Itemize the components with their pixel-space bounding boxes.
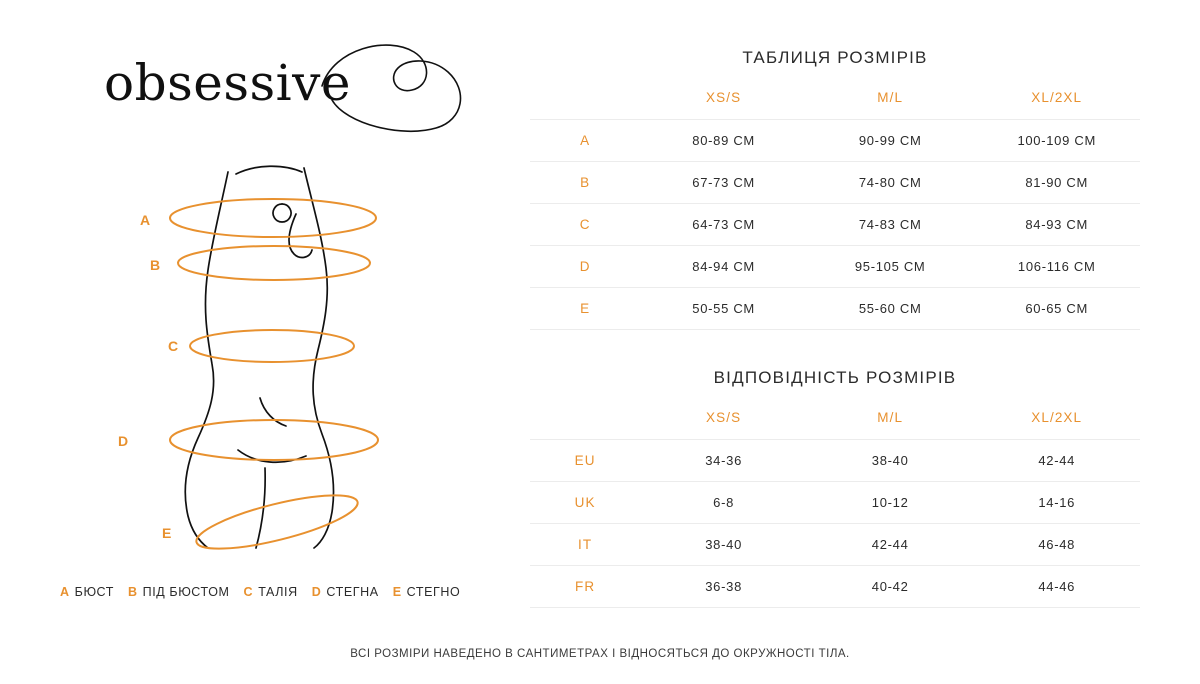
conversion-table: [530, 402, 1140, 608]
cell: 84-93 CM: [973, 204, 1140, 246]
legend-label: СТЕГНО: [406, 585, 461, 599]
tables-panel: [530, 0, 1200, 684]
sizes-table: [530, 82, 1140, 330]
cell: 46-48: [973, 524, 1140, 566]
cell: 50-55 CM: [640, 288, 807, 330]
legend-item: [312, 585, 379, 599]
column-header-m-l: M/L: [877, 410, 904, 425]
row-key: IT: [530, 524, 640, 566]
marker-a: A: [140, 212, 151, 228]
cell: 42-44: [807, 524, 974, 566]
marker-d: D: [118, 433, 129, 449]
row-key: E: [530, 288, 640, 330]
legend-item: [244, 585, 298, 599]
cell: 60-65 CM: [973, 288, 1140, 330]
row-key: C: [530, 204, 640, 246]
legend-key: D: [311, 585, 322, 599]
cell: 38-40: [807, 440, 974, 482]
legend-label: ПІД БЮСТОМ: [142, 585, 230, 599]
legend-label: БЮСТ: [74, 585, 114, 599]
cell: 106-116 CM: [973, 246, 1140, 288]
cell: 95-105 CM: [807, 246, 974, 288]
cell: 67-73 CM: [640, 162, 807, 204]
column-header-xl-2xl: XL/2XL: [1031, 90, 1083, 105]
sizes-table-title: ТАБЛИЦЯ РОЗМІРІВ: [742, 48, 928, 67]
legend-key: B: [127, 585, 138, 599]
legend-key: A: [60, 585, 70, 599]
column-header-m-l: M/L: [877, 90, 904, 105]
cell: 84-94 CM: [640, 246, 807, 288]
marker-e: E: [162, 525, 172, 541]
row-key: D: [530, 246, 640, 288]
table-row: [530, 204, 1140, 246]
column-header-xs-s: XS/S: [706, 90, 742, 105]
cell: 34-36: [640, 440, 807, 482]
table-row: [530, 566, 1140, 608]
conversion-table-title: ВІДПОВІДНІСТЬ РОЗМІРІВ: [713, 368, 957, 387]
legend-key: C: [243, 585, 254, 599]
cell: 40-42: [807, 566, 974, 608]
column-header-blank: [530, 402, 640, 440]
cell: 36-38: [640, 566, 807, 608]
footnote: ВСІ РОЗМІРИ НАВЕДЕНО В САНТИМЕТРАХ І ВІДНОСЯТЬСЯ ДО ОКРУЖНОСТІ ТІЛА.: [350, 648, 850, 660]
brand-logo: [96, 28, 476, 138]
table-row: [530, 440, 1140, 482]
cell: 55-60 CM: [807, 288, 974, 330]
row-key: EU: [530, 440, 640, 482]
cell: 81-90 CM: [973, 162, 1140, 204]
legend-label: СТЕГНА: [326, 585, 379, 599]
cell: 6-8: [640, 482, 807, 524]
cell: 42-44: [973, 440, 1140, 482]
cell: 38-40: [640, 524, 807, 566]
cell: 74-80 CM: [807, 162, 974, 204]
row-key: FR: [530, 566, 640, 608]
table-row: [530, 482, 1140, 524]
legend: [60, 585, 520, 599]
table-row: [530, 162, 1140, 204]
column-header-xs-s: XS/S: [706, 410, 742, 425]
table-row: [530, 120, 1140, 162]
body-outline-icon: [60, 150, 480, 550]
table-row: [530, 288, 1140, 330]
marker-c: C: [168, 338, 179, 354]
table-row: [530, 246, 1140, 288]
diagram-panel: [0, 0, 530, 684]
row-key: B: [530, 162, 640, 204]
table-header-row: [530, 402, 1140, 440]
cell: 14-16: [973, 482, 1140, 524]
cell: 100-109 CM: [973, 120, 1140, 162]
body-figure: [60, 150, 480, 550]
cell: 90-99 CM: [807, 120, 974, 162]
table-row: [530, 524, 1140, 566]
legend-item: [393, 585, 461, 599]
marker-b: B: [150, 257, 161, 273]
legend-key: E: [392, 585, 402, 599]
column-header-blank: [530, 82, 640, 120]
cell: 64-73 CM: [640, 204, 807, 246]
cell: 80-89 CM: [640, 120, 807, 162]
cell: 74-83 CM: [807, 204, 974, 246]
row-key: UK: [530, 482, 640, 524]
column-header-xl-2xl: XL/2XL: [1031, 410, 1083, 425]
row-key: A: [530, 120, 640, 162]
table-header-row: [530, 82, 1140, 120]
cell: 44-46: [973, 566, 1140, 608]
legend-item: [128, 585, 230, 599]
brand-name: obsessive: [104, 54, 352, 112]
cell: 10-12: [807, 482, 974, 524]
legend-item: [60, 585, 114, 599]
legend-label: ТАЛІЯ: [258, 585, 298, 599]
